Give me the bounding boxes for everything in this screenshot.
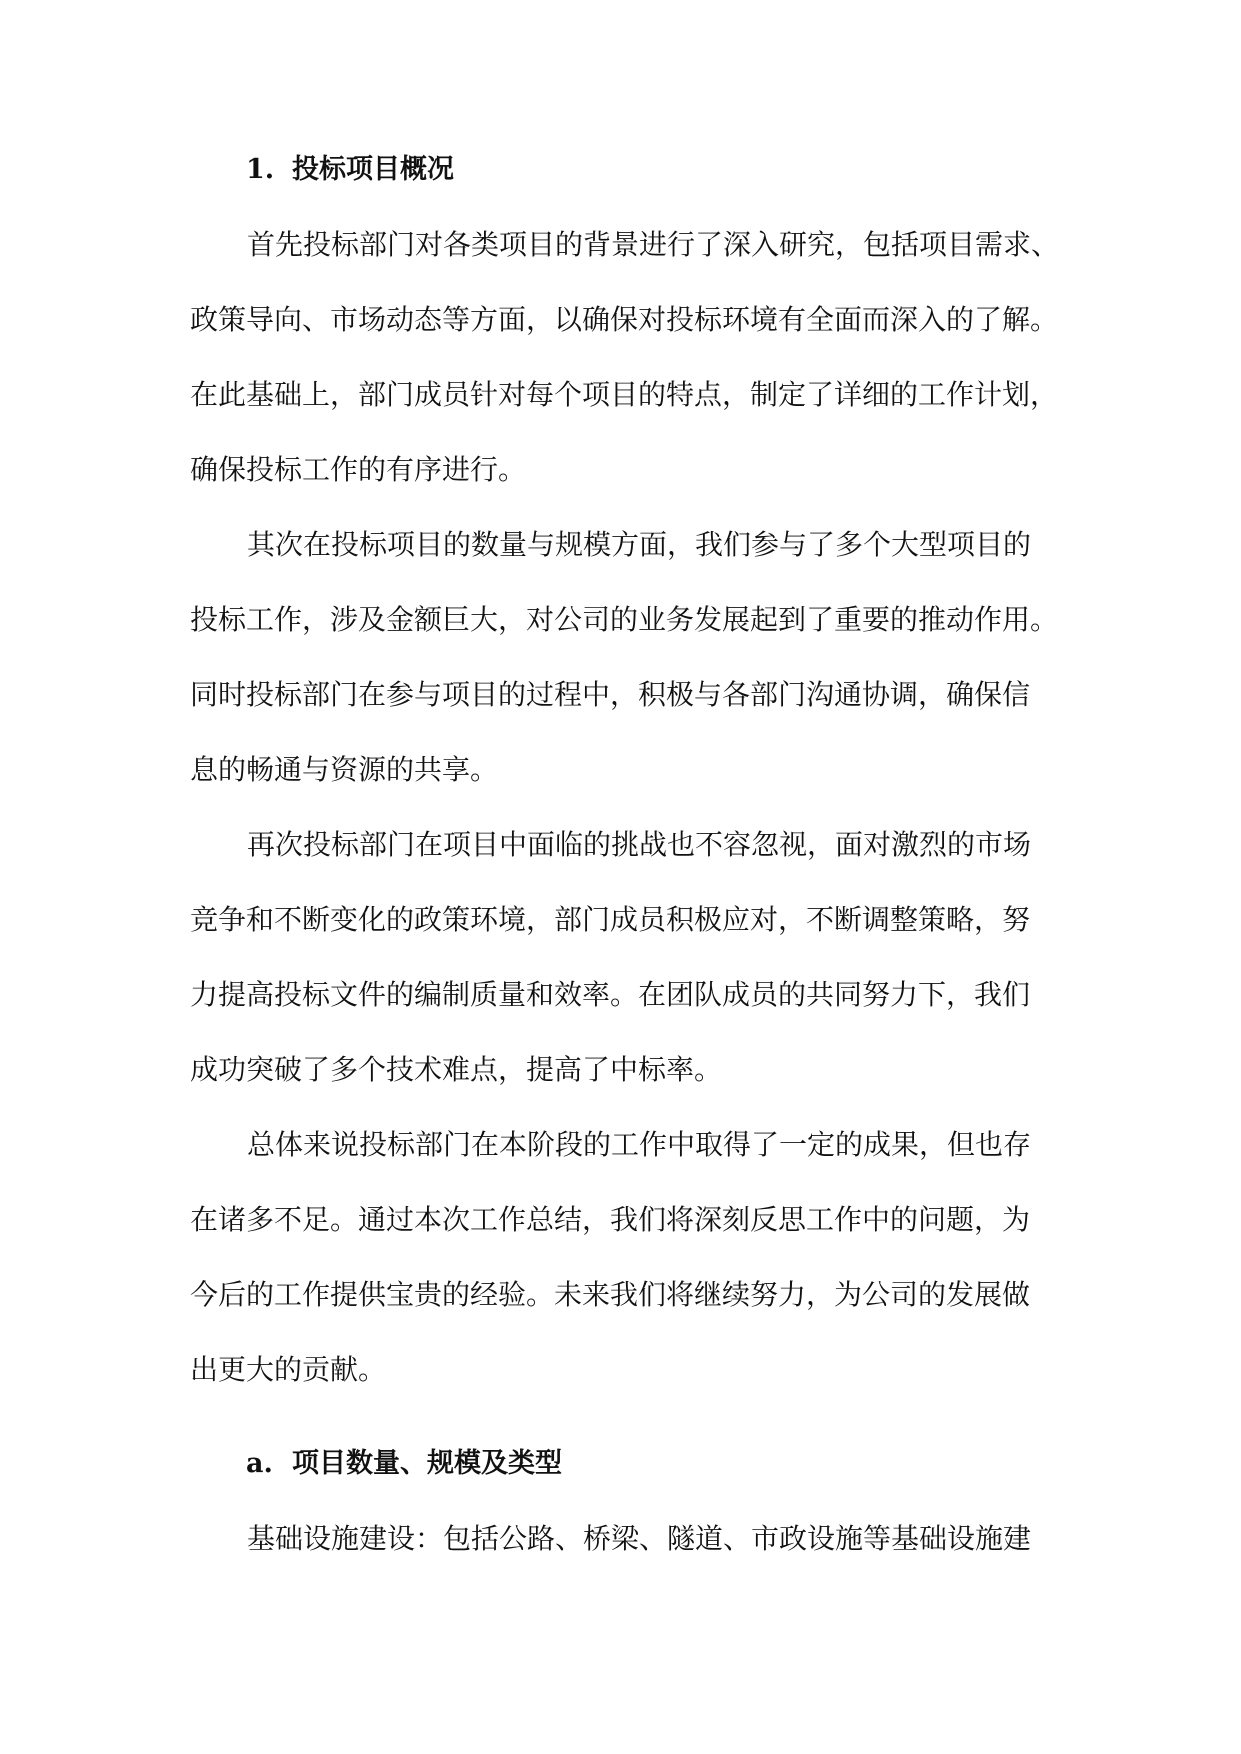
paragraph-line: 竞争和不断变化的政策环境，部门成员积极应对，不断调整策略，努 xyxy=(190,903,1031,936)
paragraph xyxy=(190,807,1066,1107)
section-heading xyxy=(190,148,1066,192)
paragraph-line: 成功突破了多个技术难点，提高了中标率。 xyxy=(190,1053,723,1086)
subsection-number: a. xyxy=(246,1448,273,1479)
paragraph-line: 总体来说投标部门在本阶段的工作中取得了一定的成果，但也存 xyxy=(247,1128,1032,1161)
paragraph-line: 在此基础上，部门成员针对每个项目的特点，制定了详细的工作计划， xyxy=(190,378,1059,411)
paragraph-line: 再次投标部门在项目中面临的挑战也不容忽视，面对激烈的市场 xyxy=(247,828,1032,861)
paragraph-line: 同时投标部门在参与项目的过程中，积极与各部门沟通协调，确保信 xyxy=(190,678,1031,711)
paragraph-line: 首先投标部门对各类项目的背景进行了深入研究，包括项目需求、 xyxy=(247,228,1060,261)
paragraph-line: 投标工作，涉及金额巨大，对公司的业务发展起到了重要的推动作用。 xyxy=(190,603,1059,636)
document-body xyxy=(190,140,1066,1576)
paragraph-line: 确保投标工作的有序进行。 xyxy=(190,453,527,486)
paragraph-line: 息的畅通与资源的共享。 xyxy=(190,753,499,786)
paragraph-line: 基础设施建设：包括公路、桥梁、隧道、市政设施等基础设施建 xyxy=(247,1522,1032,1555)
paragraph xyxy=(190,207,1066,507)
subsection-heading xyxy=(190,1442,1066,1486)
section-title: 投标项目概况 xyxy=(292,154,454,185)
paragraph xyxy=(190,1107,1066,1407)
paragraph xyxy=(190,1501,1066,1576)
subsection-title: 项目数量、规模及类型 xyxy=(292,1448,562,1479)
paragraph-line: 其次在投标项目的数量与规模方面，我们参与了多个大型项目的 xyxy=(247,528,1032,561)
section-number: 1. xyxy=(246,154,275,185)
paragraph-line: 政策导向、市场动态等方面，以确保对投标环境有全面而深入的了解。 xyxy=(190,303,1059,336)
paragraph xyxy=(190,507,1066,807)
paragraph-line: 在诸多不足。通过本次工作总结，我们将深刻反思工作中的问题，为 xyxy=(190,1203,1031,1236)
paragraph-line: 出更大的贡献。 xyxy=(190,1353,387,1386)
paragraph-line: 今后的工作提供宝贵的经验。未来我们将继续努力，为公司的发展做 xyxy=(190,1278,1031,1311)
paragraph-line: 力提高投标文件的编制质量和效率。在团队成员的共同努力下，我们 xyxy=(190,978,1031,1011)
